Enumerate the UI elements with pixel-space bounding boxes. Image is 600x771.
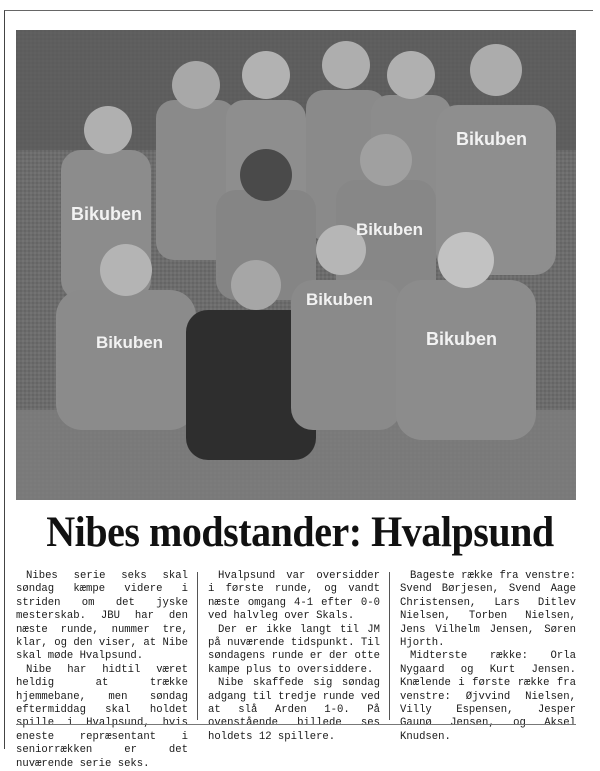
column-divider xyxy=(389,572,390,720)
article-column-3 xyxy=(400,570,576,744)
jersey-logo-6: Bikuben xyxy=(426,329,498,349)
team-photo-drawing xyxy=(16,30,576,500)
column-divider xyxy=(197,572,198,720)
paragraph: Bageste række fra venstre: Svend Børjesen, Svend Aage Christensen, Lars Ditlev Nielsen, Torben Nielsen, Jens Vilhelm Jensen, Søren Hjorth. xyxy=(400,570,576,650)
paragraph: Nibe skaffede sig søndag adgang til tredje runde ved at slå Arden 1-0. På holdets 12 spillere. xyxy=(208,677,380,743)
bottom-divider xyxy=(16,724,576,725)
jersey-logo-5: Bikuben xyxy=(306,290,374,309)
article-column-1 xyxy=(16,570,188,771)
jersey-logo-2: Bikuben xyxy=(456,129,528,149)
jersey-logo-4: Bikuben xyxy=(96,333,164,352)
team-photo xyxy=(16,30,576,500)
article-column-2 xyxy=(208,570,380,744)
paragraph: Hvalpsund var oversidder i første runde, og vandt næste omgang 4-1 efter 0-0 ved halvleg over Skals. xyxy=(208,570,380,623)
article-headline: Nibes modstander: Hvalpsund xyxy=(46,509,554,556)
paragraph: Nibe har hidtil været heldig at trække hjemmebane, men søndag eftermiddag skal holdet eneste repræsentant i seniorrækken er det nuværende serie seks. xyxy=(16,663,188,770)
paragraph: Der er ikke langt til JM på nuværende tidspunkt. Til søndagens runde er der otte kampe plus to oversiddere. xyxy=(208,623,380,676)
paragraph: Nibes serie seks skal søndag kæmpe videre i striden om det jyske mesterskab. JBU har den næste runde, nummer tre, klar, og den viser, at Nibe skal møde Hvalpsund. xyxy=(16,570,188,663)
jersey-logo-3: Bikuben xyxy=(356,220,424,239)
jersey-logo-1: Bikuben xyxy=(71,204,143,224)
paragraph: Midterste række: Orla Nygaard og Kurt Jensen. Knælende i første række fra venstre: Øjvvind Nielsen, Villy Espensen, Jesper Knudsen. xyxy=(400,650,576,743)
